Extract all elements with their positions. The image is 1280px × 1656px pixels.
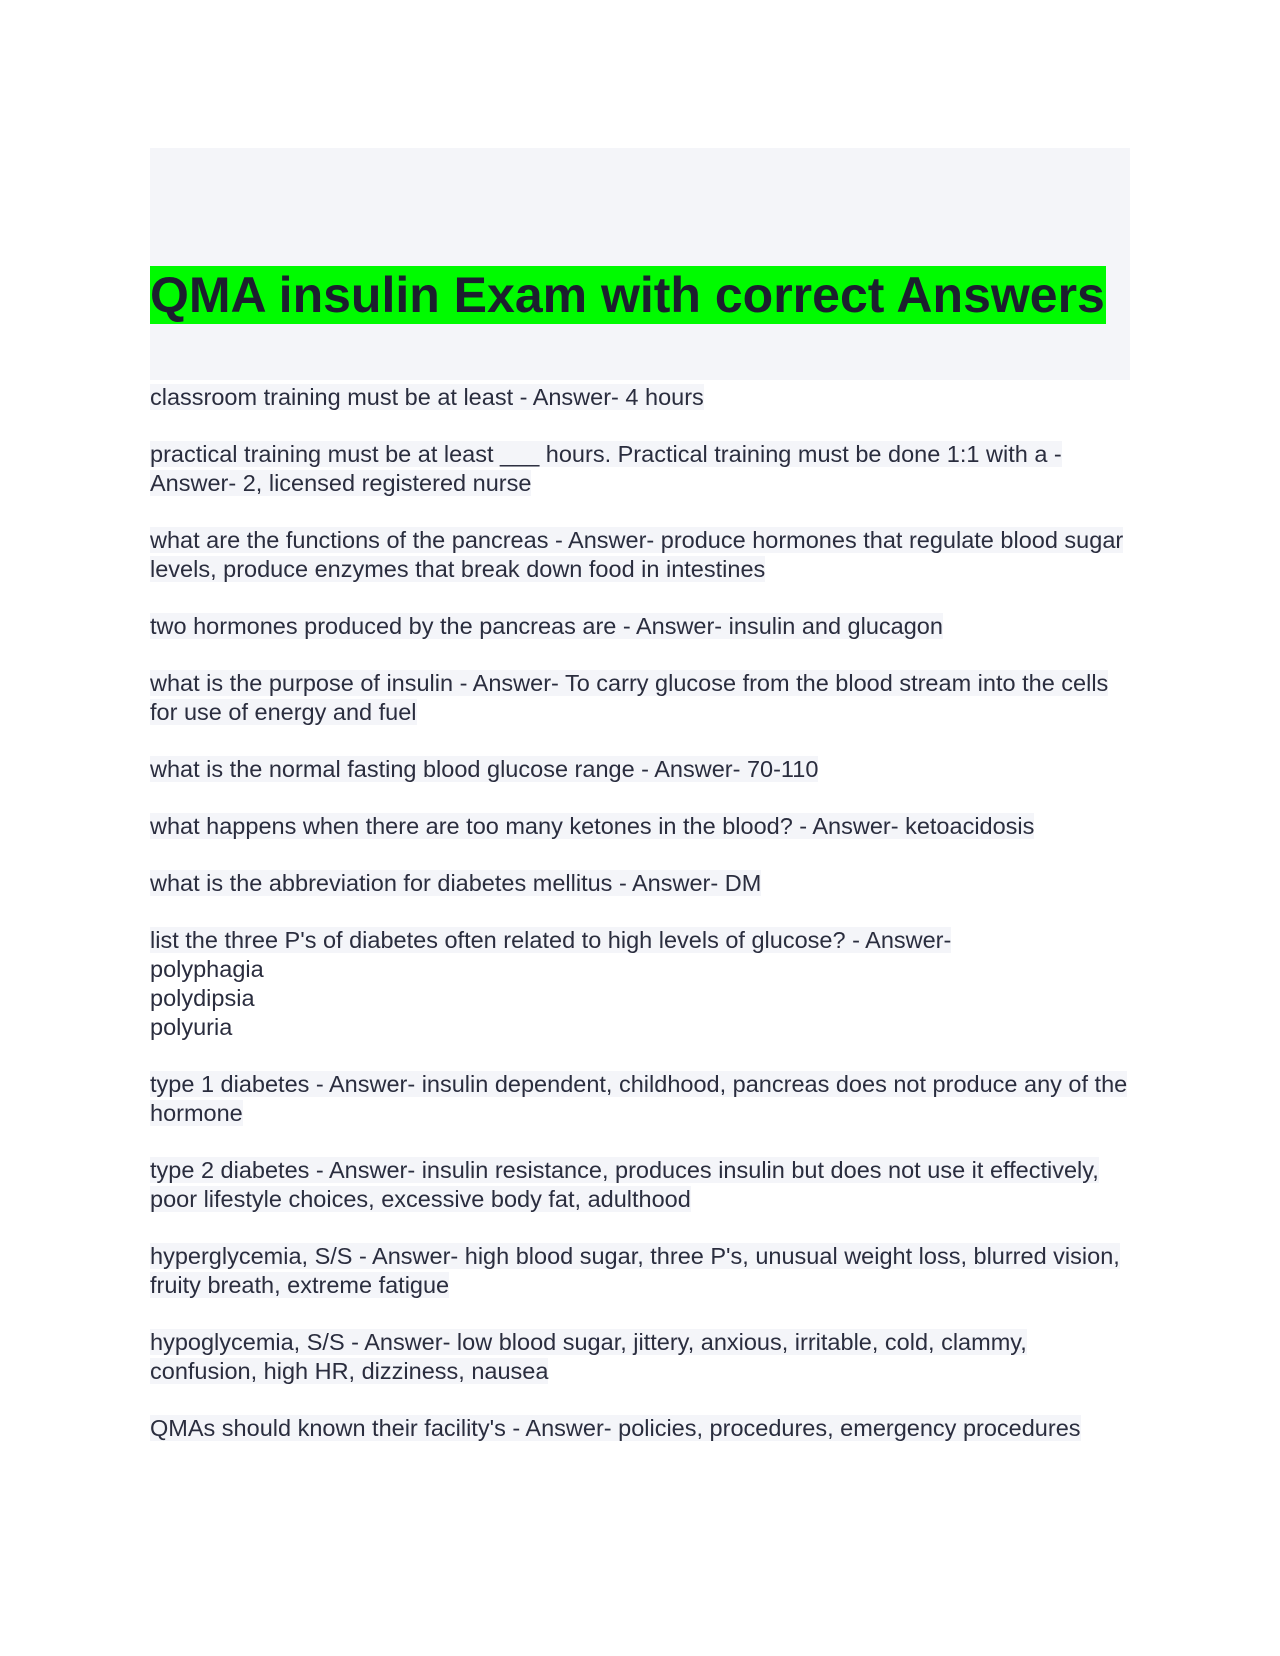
- qa-text: what is the abbreviation for diabetes mellitus - Answer- DM: [150, 870, 762, 896]
- qa-item: [150, 869, 1130, 898]
- qa-item: [150, 1156, 1130, 1214]
- qa-text: list the three P's of diabetes often related to high levels of glucose? - Answer-: [150, 927, 952, 953]
- qa-text: hypoglycemia, S/S - Answer- low blood sugar, jittery, anxious, irritable, cold, clammy, confusion, high HR, dizziness, nausea: [150, 1329, 1027, 1384]
- qa-item: [150, 612, 1130, 641]
- qa-item: [150, 812, 1130, 841]
- qa-text: practical training must be at least ___ hours. Practical training must be done 1:1 with a - Answer- 2, licensed registered nurse: [150, 441, 1062, 496]
- qa-text: what is the normal fasting blood glucose range - Answer- 70-110: [150, 756, 819, 782]
- qa-item: [150, 755, 1130, 784]
- qa-item: [150, 440, 1130, 498]
- qa-text: hyperglycemia, S/S - Answer- high blood sugar, three P's, unusual weight loss, blurred vision, fruity breath, extreme fatigue: [150, 1243, 1120, 1298]
- qa-text: QMAs should known their facility's - Answer- policies, procedures, emergency procedures: [150, 1415, 1081, 1441]
- qa-text: classroom training must be at least - Answer- 4 hours: [150, 384, 704, 410]
- qa-text: what is the purpose of insulin - Answer- To carry glucose from the blood stream into the cells for use of energy and fuel: [150, 670, 1109, 725]
- qa-text: what happens when there are too many ketones in the blood? - Answer- ketoacidosis: [150, 813, 1035, 839]
- qa-list: [150, 383, 1130, 1443]
- qa-item: [150, 526, 1130, 584]
- qa-item: [150, 383, 1130, 412]
- document-page: [150, 148, 1130, 1471]
- qa-item: [150, 1414, 1130, 1443]
- qa-item: [150, 1070, 1130, 1128]
- qa-text: type 2 diabetes - Answer- insulin resistance, produces insulin but does not use it effectively, poor lifestyle choices, excessive body fat, adulthood: [150, 1157, 1099, 1212]
- qa-item: [150, 1328, 1130, 1386]
- qa-answer-line: polyuria: [150, 1014, 233, 1040]
- qa-answer-line: polyphagia: [150, 956, 264, 982]
- qa-answer-line: polydipsia: [150, 985, 255, 1011]
- title-block: [150, 148, 1130, 380]
- qa-text: what are the functions of the pancreas - Answer- produce hormones that regulate blood sugar levels, produce enzymes that break down food in intestines: [150, 527, 1124, 582]
- document-title: QMA insulin Exam with correct Answers: [150, 267, 1105, 323]
- qa-item: [150, 1242, 1130, 1300]
- qa-text: type 1 diabetes - Answer- insulin dependent, childhood, pancreas does not produce any of the hormone: [150, 1071, 1128, 1126]
- qa-item: [150, 669, 1130, 727]
- qa-text: two hormones produced by the pancreas are - Answer- insulin and glucagon: [150, 613, 943, 639]
- qa-item: [150, 926, 1130, 1042]
